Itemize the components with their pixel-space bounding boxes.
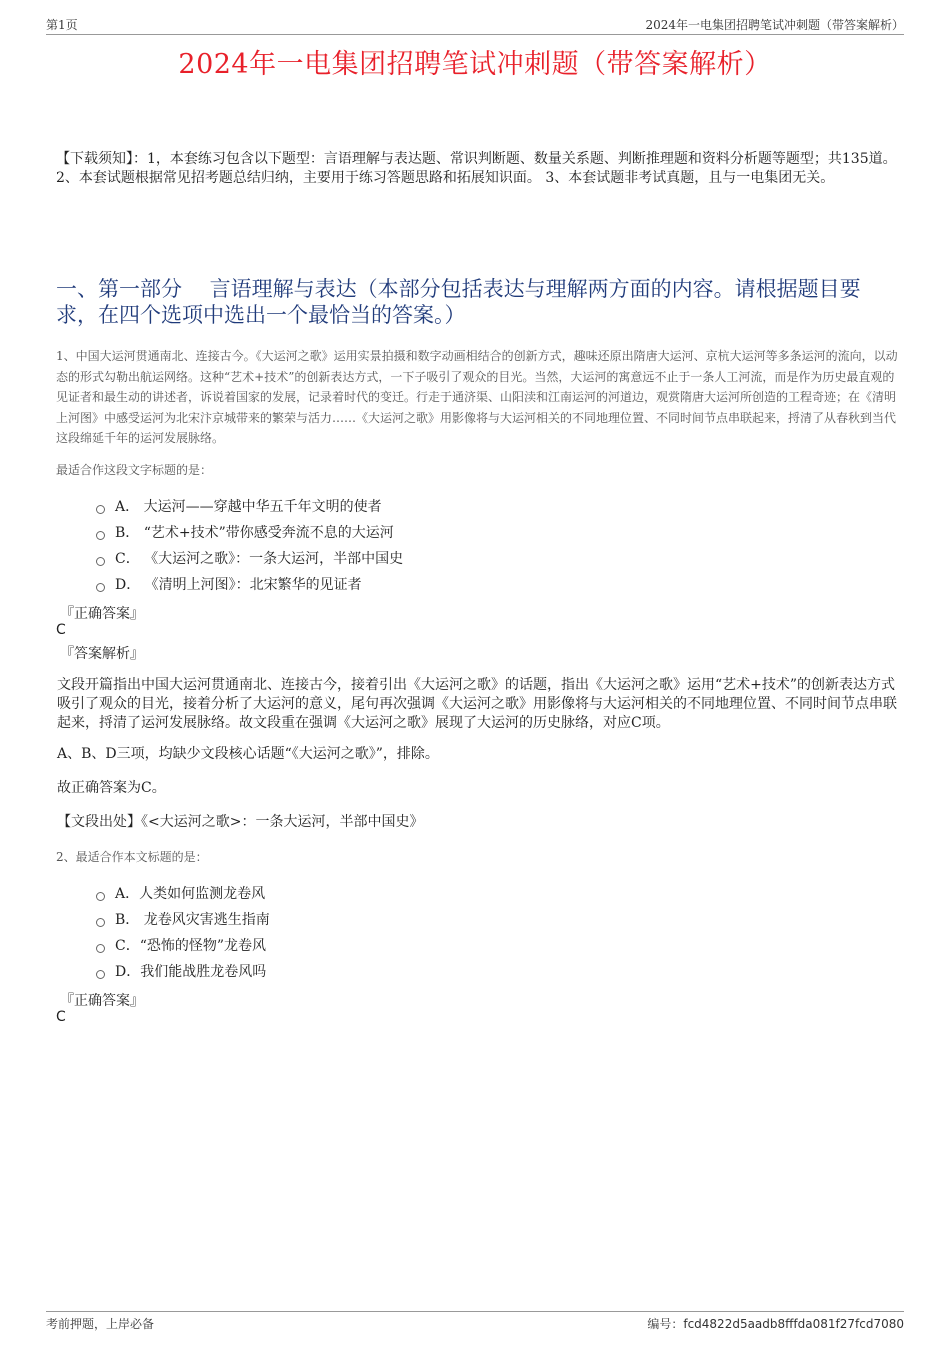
radio-icon[interactable]	[96, 918, 105, 927]
question-1-passage: 1、中国大运河贯通南北、连接古今。《大运河之歌》运用实景拍摄和数字动画相结合的创新方式，趣味还原出隋唐大运河、京杭大运河等多条运河的流向，以动态的形式勾勒出航运网络。这种“艺术+技术”的创新表达方式，一下子吸引了观众的目光。当然，大运河的寓意远不止于一条人工河流，而是作为历史最直观的见证者和最生动的讲述者，诉说着国家的发展，记录着时代的变迁。行走于通济渠、山阳渎和江南运河的河道边，观赏隋唐大运河所创造的工程奇迹；在《清明上河图》中感受运河为北宋汴京城带来的繁荣与活力……《大运河之歌》用影像将与大运河相关的不同地理位置、不同时间节点串联起来，捋清了从春秋到当代这段绵延千年的运河发展脉络。	[56, 349, 898, 445]
page-number: 第1页	[46, 18, 78, 32]
radio-icon[interactable]	[96, 531, 105, 540]
radio-icon[interactable]	[96, 944, 105, 953]
footer-code: 编号：fcd4822d5aadb8fffda081f27fcd7080	[647, 1317, 904, 1331]
question-1-prompt: 最适合作这段文字标题的是：	[56, 463, 213, 477]
option-d[interactable]: D． 《清明上河图》：北宋繁华的见证者	[96, 574, 403, 600]
option-b[interactable]: B． “艺术+技术”带你感受奔流不息的大运河	[96, 522, 403, 548]
option-a[interactable]: A．人类如何监测龙卷风	[96, 883, 270, 909]
page-title: 2024年一电集团招聘笔试冲刺题（带答案解析）	[178, 49, 772, 80]
option-d[interactable]: D．我们能战胜龙卷风吗	[96, 961, 270, 987]
radio-icon[interactable]	[96, 892, 105, 901]
question-1-options	[96, 496, 403, 600]
option-b[interactable]: B． 龙卷风灾害逃生指南	[96, 909, 270, 935]
download-notice: 【下载须知】：1，本套练习包含以下题型：言语理解与表达题、常识判断题、数量关系题、判断推理题和资料分析题等题型；共135道。 2、本套试题根据常见招考题总结归纳，主要用于练习答题思路和拓展知识面。 3、本套试题非考试真题，且与一电集团无关。	[56, 151, 897, 186]
analysis-paragraph: 文段开篇指出中国大运河贯通南北、连接古今，接着引出《大运河之歌》的话题，指出《大运河之歌》运用“艺术+技术”的创新表达方式吸引了观众的目光，接着分析了大运河的意义，尾句再次强调《大运河之歌》用影像将与大运河相关的不同地理位置、不同时间节点串联起来，捋清了运河发展脉络。故文段重在强调《大运河之歌》展现了大运河的历史脉络，对应C项。	[57, 677, 897, 731]
question-1-answer-label: 『正确答案』	[60, 606, 144, 622]
analysis-paragraph: A、B、D三项，均缺少文段核心话题“《大运河之歌》”，排除。	[57, 746, 439, 762]
analysis-source: 【文段出处】《<大运河之歌>：一条大运河，半部中国史》	[57, 814, 424, 830]
footer-slogan: 考前押题，上岸必备	[46, 1317, 155, 1331]
question-2-answer-label: 『正确答案』	[60, 993, 144, 1009]
question-1-analysis-label: 『答案解析』	[60, 646, 144, 662]
analysis-conclusion: 故正确答案为C。	[57, 780, 166, 796]
header-doc-title: 2024年一电集团招聘笔试冲刺题（带答案解析）	[645, 18, 904, 32]
section-heading: 一、第一部分 言语理解与表达（本部分包括表达与理解两方面的内容。请根据题目要求，在四个选项中选出一个最恰当的答案。）	[56, 277, 861, 327]
page-footer	[46, 1311, 904, 1331]
question-2-options	[96, 883, 270, 987]
option-c[interactable]: C． 《大运河之歌》：一条大运河，半部中国史	[96, 548, 403, 574]
question-2-answer: C	[56, 1009, 66, 1025]
option-c[interactable]: C．“恐怖的怪物”龙卷风	[96, 935, 270, 961]
radio-icon[interactable]	[96, 583, 105, 592]
page-header	[46, 14, 904, 35]
question-1-answer: C	[56, 622, 66, 638]
radio-icon[interactable]	[96, 557, 105, 566]
radio-icon[interactable]	[96, 970, 105, 979]
question-2-prompt: 2、最适合作本文标题的是：	[56, 850, 208, 864]
radio-icon[interactable]	[96, 505, 105, 514]
option-a[interactable]: A． 大运河——穿越中华五千年文明的使者	[96, 496, 403, 522]
